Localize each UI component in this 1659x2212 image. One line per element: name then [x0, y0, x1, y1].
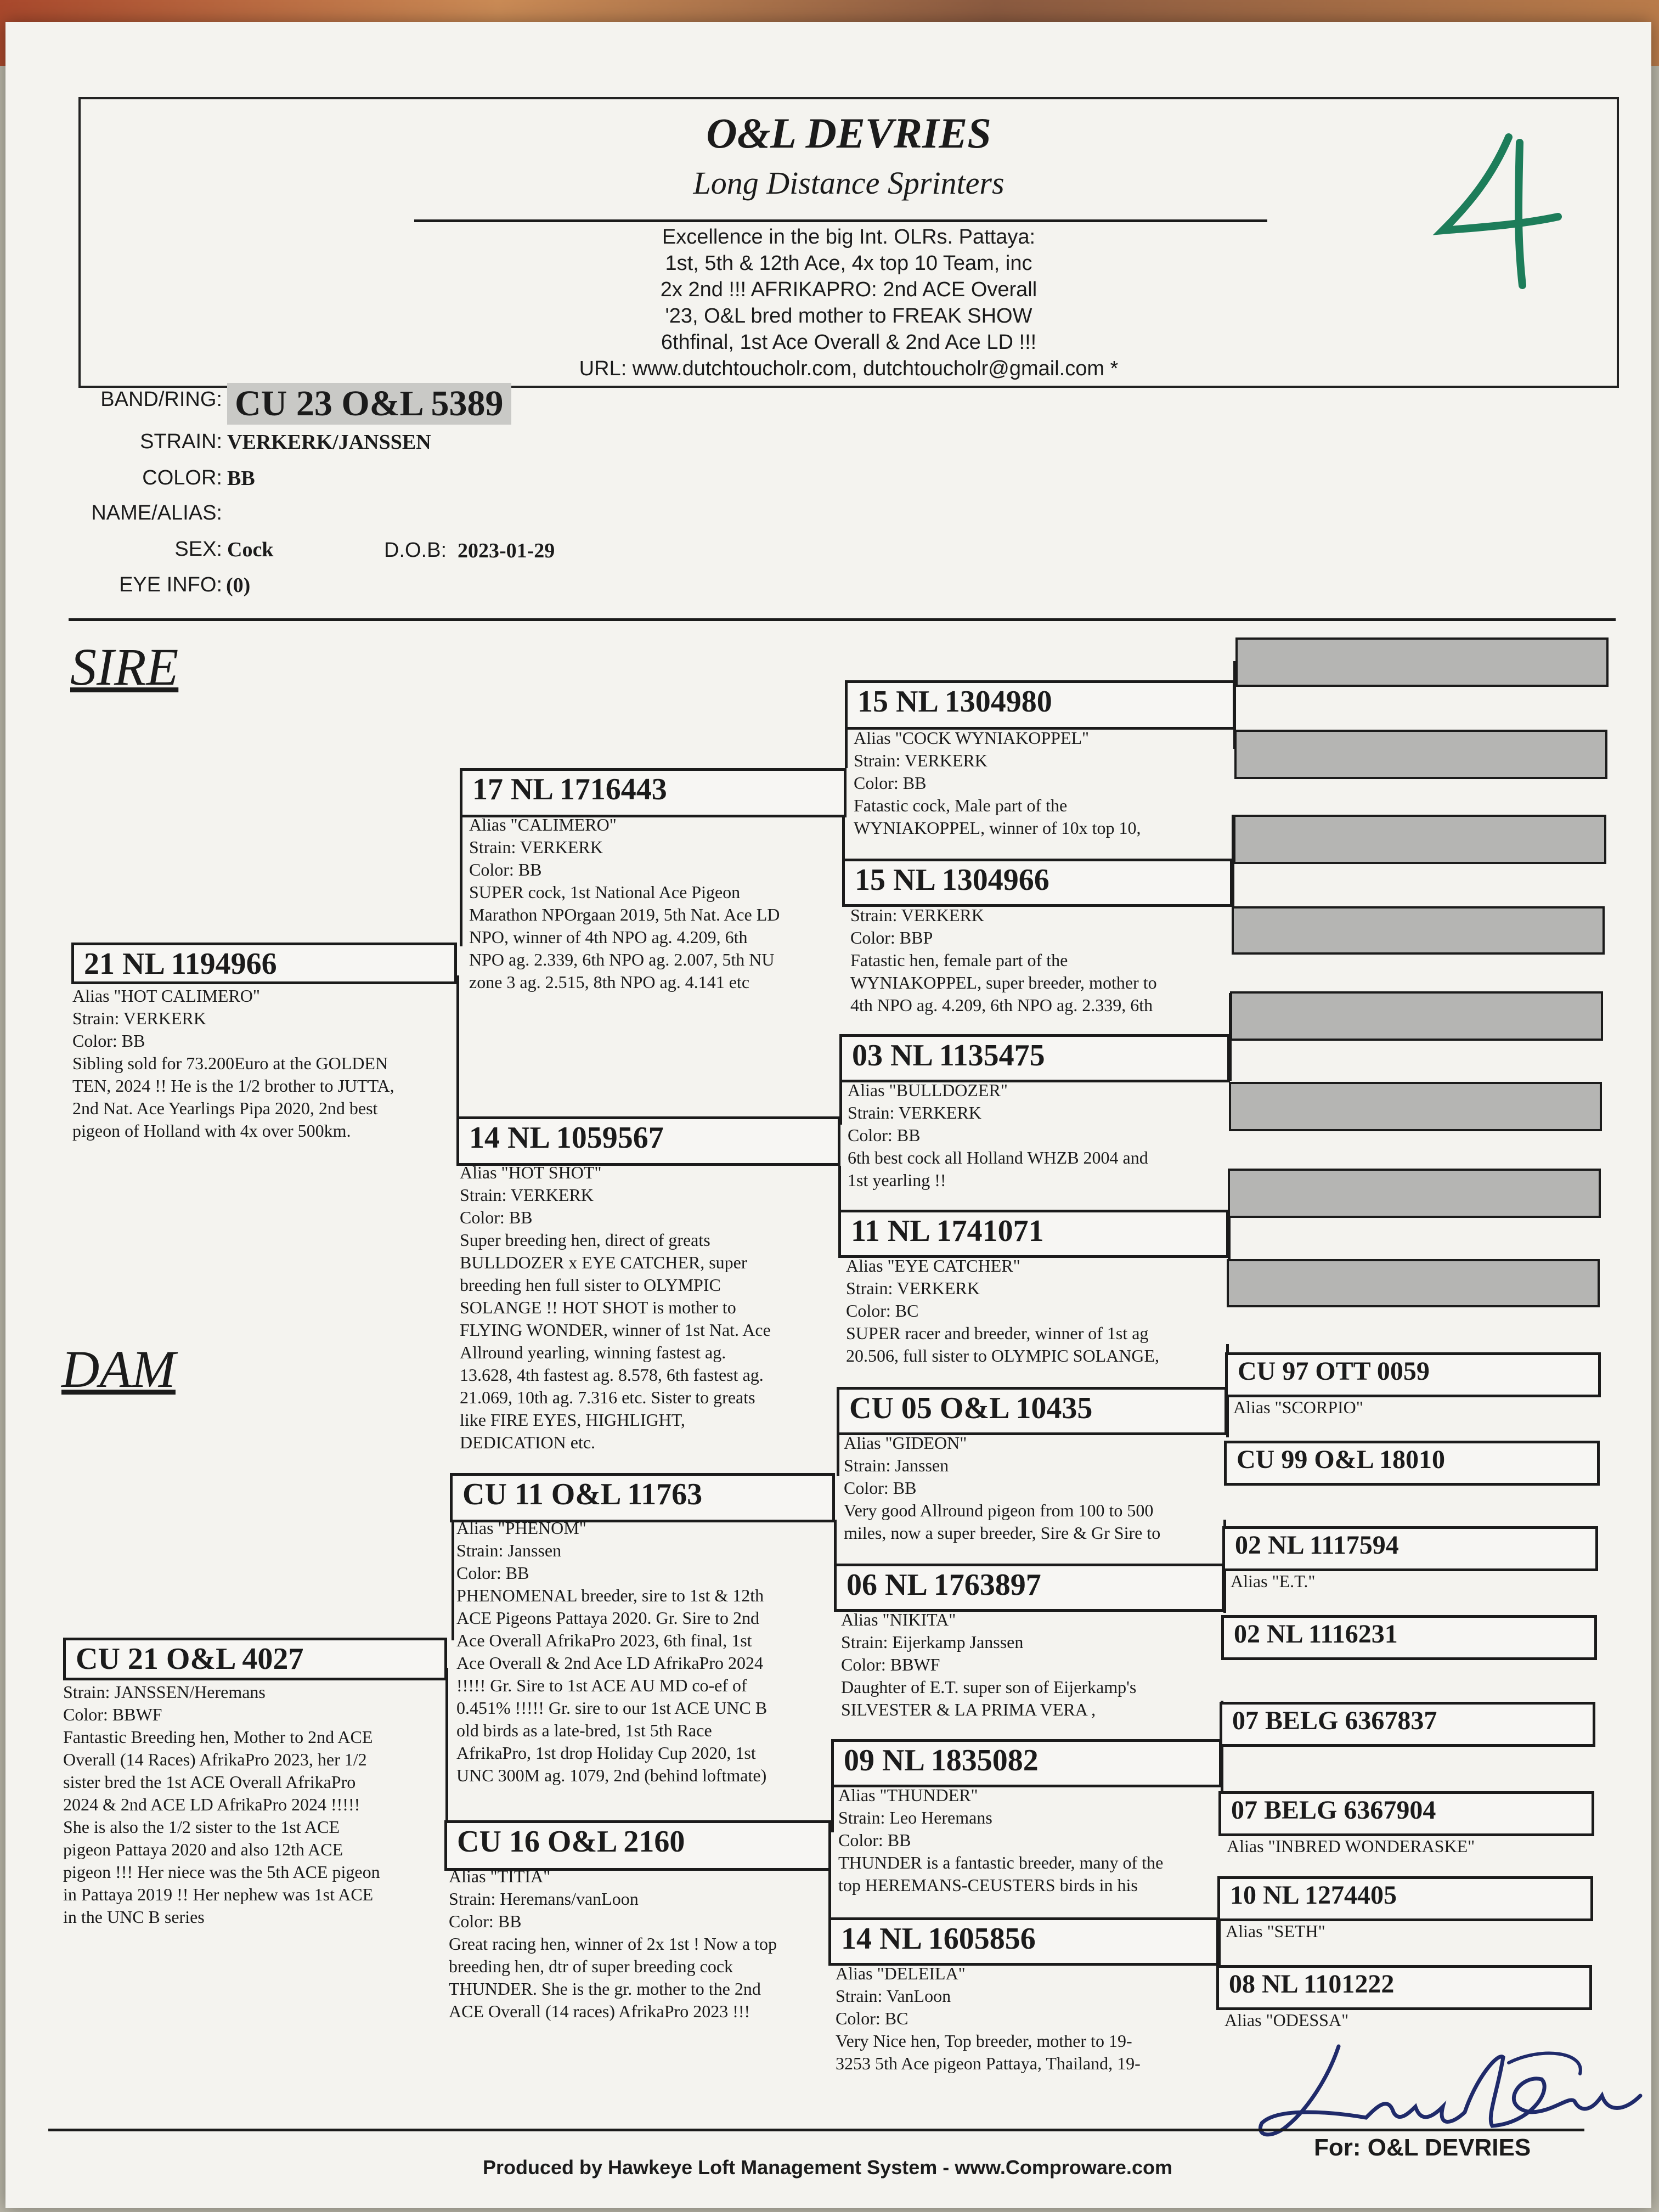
sex-value: Cock: [227, 538, 274, 561]
gen4-ring: 02 NL 1116231: [1221, 1615, 1597, 1660]
sire-label: SIRE: [70, 637, 179, 696]
gen4-ring: 10 NL 1274405: [1217, 1876, 1593, 1921]
sire-ring: 21 NL 1194966: [71, 943, 457, 984]
gen4-ring: CU 97 OTT 0059: [1225, 1352, 1601, 1397]
ds-info: Alias "PHENOM" Strain: Janssen Color: BB PHENOMENAL breeder, sire to 1st & 12th ACE Pigeons Pattaya 2020. Gr. Sire to 2nd Ace Overall AfrikaPro 2023, 6th final, 1st Ace Overall & 2nd Ace LD AfrikaPro 2024 !!!!! Gr. Sire to 1st ACE AU MD co-ef of 0.451% !!!!! Gr. sire to our 1st ACE UNC B old birds as a late-bred, 1st 5th Race AfrikaPro, 1st drop Holiday Cup 2020, 1st UNC 300M ag. 1079, 2nd (behind loftmate): [456, 1518, 768, 1785]
gen4-blank: [1232, 906, 1605, 955]
header-line: 1st, 5th & 12th Ace, 4x top 10 Team, inc: [665, 252, 1032, 275]
dd-info: Alias "TITIA" Strain: Heremans/vanLoon Color: BB Great racing hen, winner of 2x 1st ! Now a top breeding hen, dtr of super breeding cock THUNDER. She is the gr. mother to the 2nd ACE Overall (14 races) AfrikaPro 2023 !!!: [449, 1866, 777, 2021]
dds-info: Alias "THUNDER" Strain: Leo Heremans Color: BB THUNDER is a fantastic breeder, many of the top HEREMANS-CEUSTERS birds in his: [838, 1785, 1164, 1895]
sds-ring: 03 NL 1135475: [839, 1034, 1230, 1082]
ss-info: Alias "CALIMERO" Strain: VERKERK Color: BB SUPER cock, 1st National Ace Pigeon Marathon NPOrgaan 2019, 5th Nat. Ace LD NPO, winner of 4th NPO ag. 4.209, 6th NPO ag. 2.339, 6th NPO ag. 2.007, 5th NU zone 3 ag. 2.515, 8th NPO ag. 4.141 etc: [469, 815, 780, 992]
band-number: CU 23 O&L 5389: [227, 383, 511, 425]
handwritten-number: [1426, 126, 1569, 302]
sds-info: Alias "BULLDOZER" Strain: VERKERK Color: BB 6th best cock all Holland WHZB 2004 and 1st yearling !!: [848, 1080, 1148, 1190]
signature: [1245, 2030, 1651, 2145]
breeder-name: O&L DEVRIES: [706, 109, 991, 157]
gen4-alias: Alias "INBRED WONDERASKE": [1227, 1836, 1475, 1856]
gen4-blank: [1230, 991, 1603, 1041]
alias-label: NAME/ALIAS:: [91, 501, 222, 524]
header-line: Excellence in the big Int. OLRs. Pattaya:: [662, 225, 1036, 249]
dob-value: 2023-01-29: [458, 539, 555, 562]
dsd-ring: 06 NL 1763897: [834, 1564, 1224, 1612]
gen4-ring: 02 NL 1117594: [1222, 1526, 1598, 1571]
section-rule: [69, 618, 1616, 621]
ddd-info: Alias "DELEILA" Strain: VanLoon Color: BC Very Nice hen, Top breeder, mother to 19- 3253 5th Ace pigeon Pattaya, Thailand, 19-: [836, 1963, 1141, 2073]
dam-label: DAM: [61, 1340, 176, 1398]
header-line: 6thfinal, 1st Ace Overall & 2nd Ace LD !!!: [661, 331, 1037, 354]
band-label: BAND/RING:: [100, 388, 222, 411]
ssd-ring: 15 NL 1304966: [842, 859, 1233, 907]
gen4-ring: 07 BELG 6367904: [1218, 1791, 1594, 1836]
dds-ring: 09 NL 1835082: [831, 1739, 1222, 1787]
gen4-alias: Alias "SCORPIO": [1233, 1397, 1363, 1417]
dss-ring: CU 05 O&L 10435: [837, 1387, 1227, 1435]
dob-label: D.O.B:: [384, 539, 447, 562]
strain-value: VERKERK/JANSSEN: [227, 431, 431, 454]
dam-ring: CU 21 O&L 4027: [63, 1638, 447, 1680]
header-achievements: [78, 224, 1619, 382]
header-line: 2x 2nd !!! AFRIKAPRO: 2nd ACE Overall: [660, 278, 1037, 301]
connector: [445, 1668, 448, 1832]
gen4-blank: [1233, 815, 1606, 864]
sire-info: Alias "HOT CALIMERO" Strain: VERKERK Color: BB Sibling sold for 73.200Euro at the GOLDEN TEN, 2024 !! He is the 1/2 brother to JUTTA, 2nd Nat. Ace Yearlings Pipa 2020, 2nd best pigeon of Holland with 4x over 500km.: [72, 986, 394, 1141]
sex-label: SEX:: [174, 538, 222, 561]
header-line: '23, O&L bred mother to FREAK SHOW: [665, 304, 1032, 328]
dsd-info: Alias "NIKITA" Strain: Eijerkamp Janssen Color: BBWF Daughter of E.T. super son of Eijerkamp's SILVESTER & LA PRIMA VERA ,: [841, 1610, 1137, 1719]
sdd-ring: 11 NL 1741071: [838, 1210, 1229, 1258]
strain-label: STRAIN:: [140, 430, 222, 453]
ssd-info: Strain: VERKERK Color: BBP Fatastic hen, female part of the WYNIAKOPPEL, super breeder, mother to 4th NPO ag. 4.209, 6th NPO ag. 2.339, 6th: [850, 905, 1157, 1015]
color-value: BB: [227, 467, 255, 490]
gen4-ring: 07 BELG 6367837: [1220, 1702, 1595, 1747]
gen4-blank: [1228, 1169, 1601, 1218]
gen4-alias: Alias "SETH": [1226, 1921, 1325, 1941]
eye-value: (0): [226, 574, 251, 597]
dam-info: Strain: JANSSEN/Heremans Color: BBWF Fantastic Breeding hen, Mother to 2nd ACE Overall (14 Races) AfrikaPro 2023, her 1/2 sister bred the 1st ACE Overall AfrikaPro 2024 & 2nd ACE LD AfrikaPro 2024 !!!!! She is also the 1/2 sister to the 1st ACE pigeon Pattaya 2020 and also 12th ACE pigeon !!! Her niece was the 5th ACE pigeon in Pattaya 2019 !! Her nephew was 1st ACE in the UNC B series: [63, 1682, 380, 1927]
for-line: For: O&L DEVRIES: [1314, 2134, 1531, 2161]
eye-label: EYE INFO:: [119, 573, 222, 596]
color-label: COLOR:: [142, 466, 222, 489]
footer-rule: [48, 2129, 1584, 2131]
breeder-subtitle: Long Distance Sprinters: [693, 165, 1005, 201]
gen4-ring: 08 NL 1101222: [1216, 1965, 1592, 2010]
produced-by: Produced by Hawkeye Loft Management System - www.Comproware.com: [483, 2156, 1172, 2179]
sss-ring: 15 NL 1304980: [845, 680, 1235, 730]
connector: [456, 975, 459, 1124]
sd-info: Alias "HOT SHOT" Strain: VERKERK Color: BB Super breeding hen, direct of greats BULLDOZER x EYE CATCHER, super breeding hen full sister to OLYMPIC SOLANGE !! HOT SHOT is mother to FLYING WONDER, winner of 1st Nat. Ace Allround yearling, winning fastest ag. 13.628, 4th fastest ag. 8.578, 6th fastest ag. 21.069, 10th ag. 7.316 etc. Sister to greats like FIRE EYES, HIGHLIGHT, DEDICATION etc.: [460, 1163, 771, 1452]
dss-info: Alias "GIDEON" Strain: Janssen Color: BB Very good Allround pigeon from 100 to 500 miles, now a super breeder, Sire & Gr Sire to: [844, 1433, 1161, 1543]
gen4-alias: Alias "ODESSA": [1224, 2010, 1349, 2030]
dd-ring: CU 16 O&L 2160: [444, 1820, 831, 1871]
gen4-blank: [1234, 730, 1607, 779]
sd-ring: 14 NL 1059567: [456, 1116, 840, 1166]
ss-ring: 17 NL 1716443: [460, 768, 847, 817]
ds-ring: CU 11 O&L 11763: [450, 1473, 835, 1522]
gen4-alias: Alias "E.T.": [1231, 1571, 1316, 1591]
header-url-line: URL: www.dutchtoucholr.com, dutchtoucholr@gmail.com *: [579, 357, 1119, 380]
gen4-blank: [1235, 637, 1609, 687]
sss-info: Alias "COCK WYNIAKOPPEL" Strain: VERKERK Color: BB Fatastic cock, Male part of the WYNIAKOPPEL, winner of 10x top 10,: [854, 728, 1141, 838]
gen4-ring: CU 99 O&L 18010: [1224, 1441, 1600, 1486]
gen4-blank: [1227, 1259, 1600, 1307]
gen4-blank: [1229, 1082, 1602, 1131]
sdd-info: Alias "EYE CATCHER" Strain: VERKERK Color: BC SUPER racer and breeder, winner of 1st ag 20.506, full sister to OLYMPIC SOLANGE,: [846, 1256, 1160, 1365]
header-rule: [414, 219, 1267, 222]
ddd-ring: 14 NL 1605856: [828, 1917, 1219, 1966]
